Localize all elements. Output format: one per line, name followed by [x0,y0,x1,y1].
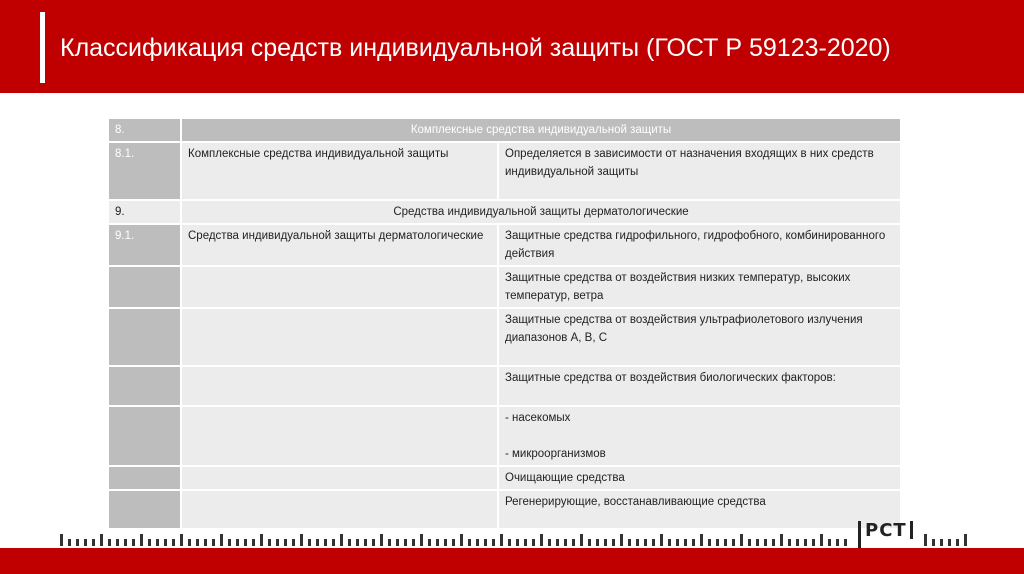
ruler-tick [180,534,183,546]
row-number [108,406,181,466]
ruler-tick [236,539,239,546]
row-number: 8.1. [108,142,181,200]
ruler-tick [420,534,423,546]
ruler-tick [356,539,359,546]
ruler-tick [676,539,679,546]
ruler-tick [380,534,383,546]
ruler-tick [468,539,471,546]
ruler-tick [132,539,135,546]
item-description: Регенерирующие, восстанавливающие средства [498,490,901,529]
ruler-tick [372,539,375,546]
ruler-tick [300,534,303,546]
ruler-tick [492,539,495,546]
item-name [181,466,498,490]
ruler-tick [188,539,191,546]
ruler-tick [756,539,759,546]
ruler-tick [804,539,807,546]
table-row [108,308,901,366]
ruler-tick [564,539,567,546]
ruler-decoration [60,532,852,546]
ruler-tick [692,539,695,546]
ruler-tick [652,539,655,546]
ruler-tick [452,539,455,546]
ruler-tick [92,539,95,546]
ruler-decoration-right [924,532,972,546]
ruler-tick [796,539,799,546]
ruler-tick [644,539,647,546]
item-description: Защитные средства от воздействия ультрафиолетового излучения диапазонов А, В, С [498,308,901,366]
ruler-tick [308,539,311,546]
sub-item-insects: - насекомых [505,412,571,424]
logo-text: РСТ [865,520,907,541]
item-description [498,406,901,466]
ruler-tick [612,539,615,546]
row-number: 9.1. [108,224,181,266]
ruler-tick [484,539,487,546]
ruler-tick [172,539,175,546]
table-row [108,366,901,406]
ruler-tick [140,534,143,546]
section-heading: Средства индивидуальной защиты дерматологические [181,200,901,224]
table-row [108,142,901,200]
row-number [108,490,181,529]
row-number [108,466,181,490]
ruler-tick [932,539,935,546]
table-row [108,490,901,529]
ruler-tick [148,539,151,546]
ruler-tick [524,539,527,546]
ruler-tick [724,539,727,546]
ruler-tick [556,539,559,546]
ruler-tick [748,539,751,546]
ruler-tick [348,539,351,546]
item-name: Комплексные средства индивидуальной защиты [181,142,498,200]
ruler-tick [516,539,519,546]
ruler-tick [124,539,127,546]
row-number [108,308,181,366]
item-name [181,266,498,308]
ruler-tick [628,539,631,546]
ruler-tick [596,539,599,546]
ruler-tick [196,539,199,546]
sub-item-microorganisms: - микроорганизмов [505,448,606,460]
item-description: Защитные средства от воздействия биологических факторов: [498,366,901,406]
ruler-tick [84,539,87,546]
ruler-tick [284,539,287,546]
ruler-tick [164,539,167,546]
ruler-tick [788,539,791,546]
classification-table [107,117,902,530]
ruler-tick [636,539,639,546]
ruler-tick [812,539,815,546]
ruler-tick [820,534,823,546]
rst-logo [858,519,913,549]
ruler-tick [108,539,111,546]
item-name [181,308,498,366]
table-row [108,406,901,466]
header-accent-bar [40,12,45,83]
ruler-tick [276,539,279,546]
item-name: Средства индивидуальной защиты дерматологические [181,224,498,266]
ruler-tick [268,539,271,546]
ruler-tick [460,534,463,546]
ruler-tick [260,534,263,546]
ruler-tick [252,539,255,546]
ruler-tick [436,539,439,546]
ruler-tick [364,539,367,546]
ruler-tick [764,539,767,546]
ruler-tick [396,539,399,546]
ruler-tick [740,534,743,546]
slide-footer [0,548,1024,574]
item-description: Защитные средства гидрофильного, гидрофобного, комбинированного действия [498,224,901,266]
ruler-tick [508,539,511,546]
item-name [181,366,498,406]
ruler-tick [404,539,407,546]
ruler-tick [532,539,535,546]
ruler-tick [684,539,687,546]
table-row [108,118,901,142]
ruler-tick [500,534,503,546]
ruler-tick [332,539,335,546]
ruler-tick [316,539,319,546]
table-row [108,266,901,308]
row-number [108,366,181,406]
ruler-tick [60,534,63,546]
ruler-tick [204,539,207,546]
ruler-tick [708,539,711,546]
ruler-tick [772,539,775,546]
ruler-tick [156,539,159,546]
ruler-tick [548,539,551,546]
table-row [108,200,901,224]
ruler-tick [412,539,415,546]
item-name [181,406,498,466]
item-description: Определяется в зависимости от назначения входящих в них средств индивидуальной защиты [498,142,901,200]
ruler-tick [212,539,215,546]
ruler-tick [924,534,927,546]
ruler-tick [76,539,79,546]
ruler-tick [828,539,831,546]
ruler-tick [836,539,839,546]
ruler-tick [948,539,951,546]
ruler-tick [700,534,703,546]
ruler-tick [588,539,591,546]
ruler-tick [292,539,295,546]
ruler-tick [540,534,543,546]
item-description: Защитные средства от воздействия низких температур, высоких температур, ветра [498,266,901,308]
logo-bar-right [910,521,913,539]
row-number: 9. [108,200,181,224]
ruler-tick [620,534,623,546]
table-row [108,466,901,490]
table-row [108,224,901,266]
ruler-tick [844,539,847,546]
row-number: 8. [108,118,181,142]
ruler-tick [244,539,247,546]
ruler-tick [604,539,607,546]
slide-title: Классификация средств индивидуальной защиты (ГОСТ Р 59123-2020) [60,34,891,62]
item-description: Очищающие средства [498,466,901,490]
section-heading: Комплексные средства индивидуальной защиты [181,118,901,142]
ruler-tick [956,539,959,546]
ruler-tick [324,539,327,546]
row-number [108,266,181,308]
ruler-tick [100,534,103,546]
ruler-tick [660,534,663,546]
ruler-tick [116,539,119,546]
slide-header [0,0,1024,93]
ruler-tick [476,539,479,546]
item-name [181,490,498,529]
ruler-tick [940,539,943,546]
ruler-tick [964,534,967,546]
ruler-tick [340,534,343,546]
ruler-tick [444,539,447,546]
ruler-tick [68,539,71,546]
ruler-tick [580,534,583,546]
ruler-tick [388,539,391,546]
ruler-tick [428,539,431,546]
ruler-tick [572,539,575,546]
ruler-tick [716,539,719,546]
ruler-tick [220,534,223,546]
ruler-tick [668,539,671,546]
ruler-tick [780,534,783,546]
ruler-tick [228,539,231,546]
ruler-tick [732,539,735,546]
